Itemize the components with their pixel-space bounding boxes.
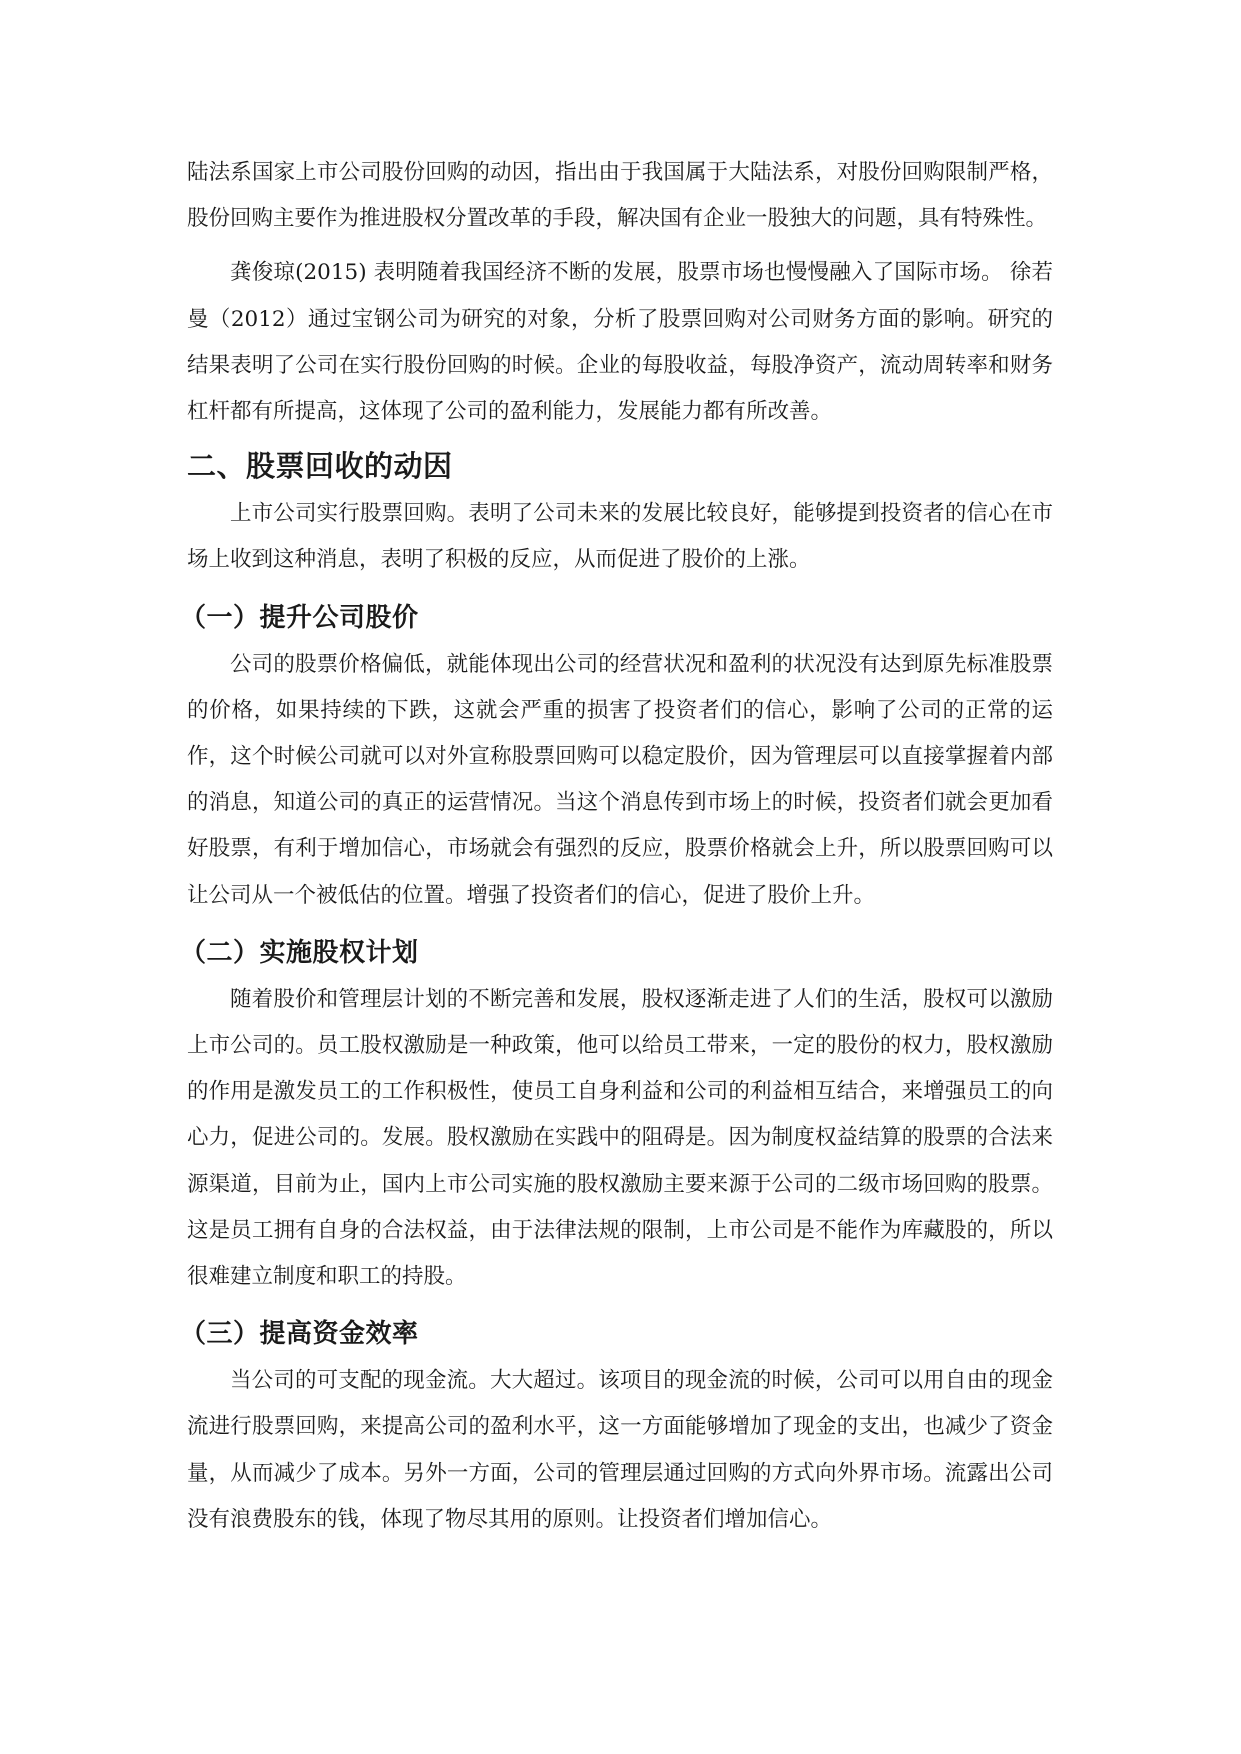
- document-page: [180, 150, 1053, 1543]
- paragraph-motives-intro: 上市公司实行股票回购。表明了公司未来的发展比较良好，能够提到投资者的信心在市场上收到这种消息，表明了积极的反应，从而促进了股价的上涨。: [187, 501, 1053, 573]
- section-heading-motives: 二、股票回收的动因: [187, 449, 453, 484]
- paragraph-continued: 陆法系国家上市公司股份回购的动因，指出由于我国属于大陆法系，对股份回购限制严格，股份回购主要作为推进股权分置改革的手段，解决国有企业一股独大的问题，具有特殊性。: [187, 160, 1053, 232]
- paragraph-equity-plan: 随着股价和管理层计划的不断完善和发展，股权逐渐走进了人们的生活，股权可以激励上市公司的。员工股权激励是一种政策，他可以给员工带来，一定的股份的权力，股权激励的作用是激发员工的工作积极性，使员工自身利益和公司的利益相互结合，来增强员工的向心力，促进公司的。发展。股权激励在实践中的阻碍是。因为制度权益结算的股票的合法来源渠道，目前为止，国内上市公司实施的股权激励主要来源于公司的二级市场回购的股票。这是员工拥有自身的合法权益，由于法律法规的限制，上市公司是不能作为库藏股的，所以很难建立制度和职工的持股。: [187, 986, 1053, 1290]
- subsection-heading-capital-efficiency: （三）提高资金效率: [180, 1319, 419, 1350]
- paragraph-capital-efficiency: 当公司的可支配的现金流。大大超过。该项目的现金流的时候，公司可以用自由的现金流进行股票回购，来提高公司的盈利水平，这一方面能够增加了现金的支出，也减少了资金量，从而减少了成本。另外一方面，公司的管理层通过回购的方式向外界市场。流露出公司没有浪费股东的钱，体现了物尽其用的原则。让投资者们增加信心。: [187, 1368, 1053, 1532]
- paragraph-literature-review: 龚俊琼(2015) 表明随着我国经济不断的发展，股票市场也慢慢融入了国际市场。 徐若曼（2012）通过宝钢公司为研究的对象，分析了股票回购对公司财务方面的影响。研究的结果表明了公司在实行股份回购的时候。企业的每股收益，每股净资产，流动周转率和财务杠杆都有所提高，这体现了公司的盈利能力，发展能力都有所改善。: [187, 260, 1053, 425]
- subsection-heading-raise-price: （一）提升公司股价: [180, 602, 419, 633]
- paragraph-raise-price: 公司的股票价格偏低，就能体现出公司的经营状况和盈利的状况没有达到原先标准股票的价格，如果持续的下跌，这就会严重的损害了投资者们的信心，影响了公司的正常的运作，这个时候公司就可以对外宣称股票回购可以稳定股价，因为管理层可以直接掌握着内部的消息，知道公司的真正的运营情况。当这个消息传到市场上的时候，投资者们就会更加看好股票，有利于增加信心，市场就会有强烈的反应，股票价格就会上升，所以股票回购可以让公司从一个被低估的位置。增强了投资者们的信心，促进了股价上升。: [187, 651, 1053, 908]
- subsection-heading-equity-plan: （二）实施股权计划: [180, 937, 419, 968]
